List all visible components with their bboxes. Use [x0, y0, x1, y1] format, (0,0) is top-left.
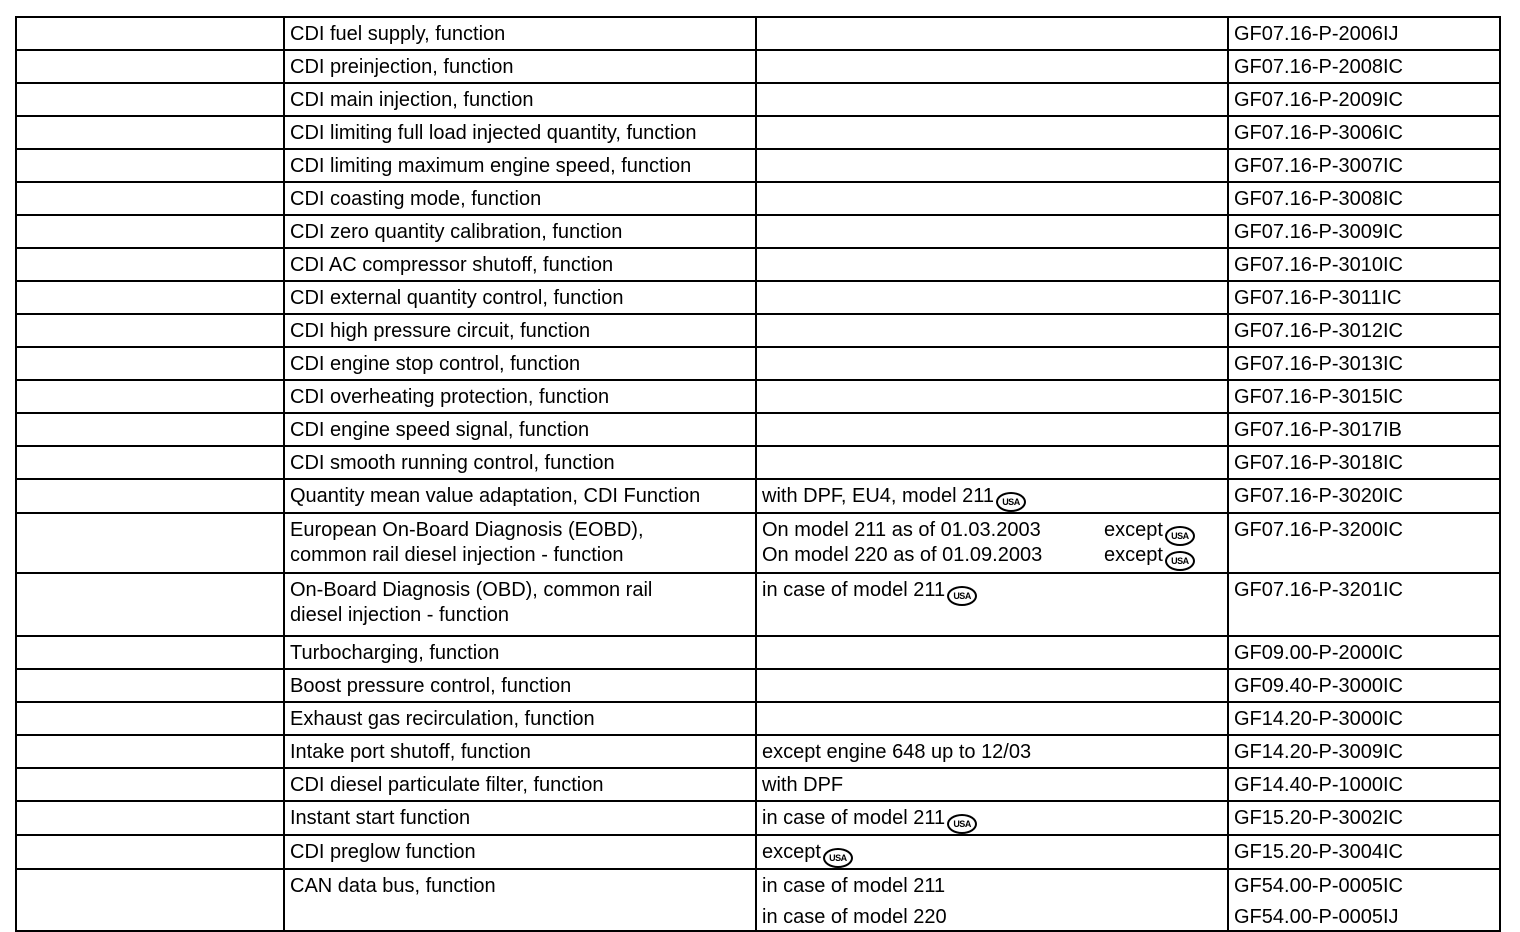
table-row — [16, 380, 1500, 413]
document-number-cell — [1228, 347, 1500, 380]
empty-cell — [16, 869, 284, 931]
empty-cell — [16, 768, 284, 801]
document-number: GF07.16-P-3006IC — [1234, 122, 1403, 144]
function-title: CDI smooth running control, function — [290, 452, 615, 474]
empty-cell — [16, 702, 284, 735]
document-number: GF07.16-P-3200IC — [1234, 519, 1403, 541]
function-title-cell — [284, 380, 756, 413]
document-number-cell — [1228, 735, 1500, 768]
function-title-cell — [284, 281, 756, 314]
document-number: GF07.16-P-3008IC — [1234, 188, 1403, 210]
document-number: GF14.20-P-3000IC — [1234, 708, 1403, 730]
table-body — [16, 17, 1500, 931]
empty-cell — [16, 314, 284, 347]
condition-cell — [756, 149, 1228, 182]
usa-badge-icon: USA — [947, 586, 977, 606]
condition-line — [762, 905, 1222, 930]
condition-line — [762, 773, 1222, 798]
document-number: GF07.16-P-3011IC — [1234, 287, 1402, 309]
condition-cell — [756, 347, 1228, 380]
except-label — [1104, 518, 1195, 546]
condition-line — [762, 740, 1222, 765]
condition-cell — [756, 182, 1228, 215]
empty-cell — [16, 413, 284, 446]
condition-cell — [756, 702, 1228, 735]
table-row — [16, 513, 1500, 573]
condition-cell — [756, 801, 1228, 835]
table-row — [16, 149, 1500, 182]
function-title: Intake port shutoff, function — [290, 741, 531, 763]
function-title: CDI overheating protection, function — [290, 386, 610, 408]
condition-text: with DPF — [762, 774, 844, 796]
condition-line — [762, 874, 1222, 899]
condition-cell — [756, 281, 1228, 314]
function-reference-table — [15, 16, 1501, 932]
condition-cell — [756, 835, 1228, 869]
table-row — [16, 636, 1500, 669]
condition-text: in case of model 211 — [762, 875, 946, 897]
document-number-cell — [1228, 182, 1500, 215]
table-row — [16, 801, 1500, 835]
empty-cell — [16, 215, 284, 248]
function-title-cell — [284, 182, 756, 215]
document-number-cell — [1228, 116, 1500, 149]
function-title: Exhaust gas recirculation, function — [290, 708, 595, 730]
table-row — [16, 869, 1500, 931]
empty-cell — [16, 116, 284, 149]
function-title: CDI limiting maximum engine speed, function — [290, 155, 692, 177]
function-title-cell — [284, 347, 756, 380]
document-number: GF09.00-P-2000IC — [1234, 642, 1403, 664]
function-title-cell — [284, 768, 756, 801]
function-title: CDI limiting full load injected quantity, function — [290, 122, 697, 144]
function-title-cell — [284, 17, 756, 50]
function-title: CDI preinjection, function — [290, 56, 514, 78]
condition-cell — [756, 669, 1228, 702]
document-number-cell — [1228, 413, 1500, 446]
condition-cell — [756, 479, 1228, 513]
condition-line — [762, 578, 1222, 606]
empty-cell — [16, 83, 284, 116]
function-title: CDI external quantity control, function — [290, 287, 624, 309]
table-row — [16, 479, 1500, 513]
function-title: CDI preglow function — [290, 841, 476, 863]
condition-cell — [756, 735, 1228, 768]
document-number: GF07.16-P-3013IC — [1234, 353, 1403, 375]
function-title-cell — [284, 702, 756, 735]
function-title-cell — [284, 869, 756, 931]
usa-badge-icon: USA — [947, 814, 977, 834]
function-title: Turbocharging, function — [290, 642, 500, 664]
function-title-cell — [284, 83, 756, 116]
table-row — [16, 835, 1500, 869]
usa-badge-icon: USA — [1165, 551, 1195, 571]
document-number-cell — [1228, 636, 1500, 669]
function-title: CDI coasting mode, function — [290, 188, 542, 210]
function-title: CDI engine stop control, function — [290, 353, 581, 375]
table-row — [16, 17, 1500, 50]
function-title: CDI fuel supply, function — [290, 23, 506, 45]
table-row — [16, 182, 1500, 215]
function-title-cell — [284, 835, 756, 869]
document-number: GF07.16-P-2009IC — [1234, 89, 1403, 111]
condition-cell — [756, 50, 1228, 83]
function-title: CDI AC compressor shutoff, function — [290, 254, 614, 276]
table-row — [16, 50, 1500, 83]
document-number: GF07.16-P-3009IC — [1234, 221, 1403, 243]
condition-line — [762, 543, 1222, 568]
document-number-cell — [1228, 513, 1500, 573]
function-title: On-Board Diagnosis (OBD), common rail — [290, 579, 653, 601]
function-title: Quantity mean value adaptation, CDI Function — [290, 485, 701, 507]
function-title: CDI main injection, function — [290, 89, 534, 111]
document-number: GF07.16-P-2008IC — [1234, 56, 1403, 78]
function-title-cell — [284, 215, 756, 248]
document-number: GF07.16-P-2006IJ — [1234, 23, 1399, 45]
document-number-cell — [1228, 768, 1500, 801]
document-number-cell — [1228, 215, 1500, 248]
table-row — [16, 669, 1500, 702]
document-number: GF15.20-P-3002IC — [1234, 807, 1403, 829]
function-title-cell — [284, 573, 756, 636]
condition-cell — [756, 248, 1228, 281]
empty-cell — [16, 446, 284, 479]
document-number-cell — [1228, 281, 1500, 314]
condition-text: with DPF, EU4, model 211 — [762, 485, 994, 507]
condition-text: On model 220 as of 01.09.2003 — [762, 544, 1043, 566]
function-title: CDI diesel particulate filter, function — [290, 774, 604, 796]
document-number-cell — [1228, 17, 1500, 50]
document-number-cell — [1228, 869, 1500, 931]
condition-line — [762, 518, 1222, 543]
document-number-cell — [1228, 573, 1500, 636]
except-label — [1104, 543, 1195, 571]
function-title-cell — [284, 314, 756, 347]
condition-text: except — [762, 841, 821, 863]
condition-cell — [756, 768, 1228, 801]
table-row — [16, 768, 1500, 801]
empty-cell — [16, 182, 284, 215]
document-number-cell — [1228, 149, 1500, 182]
table-row — [16, 314, 1500, 347]
function-title: CDI high pressure circuit, function — [290, 320, 591, 342]
document-number-cell — [1228, 835, 1500, 869]
condition-text: in case of model 220 — [762, 906, 947, 928]
empty-cell — [16, 479, 284, 513]
function-title-cell — [284, 801, 756, 835]
condition-cell — [756, 380, 1228, 413]
condition-text: in case of model 211 — [762, 579, 946, 601]
document-number: GF07.16-P-3020IC — [1234, 485, 1403, 507]
function-title-cell — [284, 50, 756, 83]
document-number-cell — [1228, 314, 1500, 347]
condition-cell — [756, 17, 1228, 50]
condition-cell — [756, 446, 1228, 479]
empty-cell — [16, 573, 284, 636]
empty-cell — [16, 17, 284, 50]
condition-text: in case of model 211 — [762, 807, 946, 829]
document-number-cell — [1228, 702, 1500, 735]
empty-cell — [16, 513, 284, 573]
condition-cell — [756, 215, 1228, 248]
empty-cell — [16, 50, 284, 83]
document-number-cell — [1228, 669, 1500, 702]
document-number: GF14.20-P-3009IC — [1234, 741, 1403, 763]
table-row — [16, 215, 1500, 248]
function-title-cell — [284, 735, 756, 768]
document-number-cell — [1228, 801, 1500, 835]
function-title-cell — [284, 149, 756, 182]
function-title: CDI engine speed signal, function — [290, 419, 590, 441]
function-title: diesel injection - function — [290, 604, 510, 626]
document-number-cell — [1228, 83, 1500, 116]
function-title-cell — [284, 513, 756, 573]
condition-cell — [756, 314, 1228, 347]
condition-text: On model 211 as of 01.03.2003 — [762, 519, 1041, 541]
document-number-cell — [1228, 479, 1500, 513]
function-title-cell — [284, 479, 756, 513]
empty-cell — [16, 735, 284, 768]
empty-cell — [16, 248, 284, 281]
empty-cell — [16, 636, 284, 669]
table-row — [16, 347, 1500, 380]
document-number: GF15.20-P-3004IC — [1234, 841, 1403, 863]
document-number: GF54.00-P-0005IJ — [1234, 906, 1399, 928]
condition-cell — [756, 83, 1228, 116]
condition-cell — [756, 116, 1228, 149]
function-title: European On-Board Diagnosis (EOBD), — [290, 519, 644, 541]
table-row — [16, 83, 1500, 116]
usa-badge-icon: USA — [1165, 526, 1195, 546]
document-number: GF14.40-P-1000IC — [1234, 774, 1403, 796]
empty-cell — [16, 149, 284, 182]
condition-cell — [756, 636, 1228, 669]
empty-cell — [16, 669, 284, 702]
document-number-cell — [1228, 248, 1500, 281]
table-row — [16, 248, 1500, 281]
empty-cell — [16, 380, 284, 413]
function-title-cell — [284, 413, 756, 446]
condition-text: except engine 648 up to 12/03 — [762, 741, 1032, 763]
document-number: GF07.16-P-3017IB — [1234, 419, 1402, 441]
empty-cell — [16, 801, 284, 835]
except-text: except — [1104, 519, 1163, 541]
function-title-cell — [284, 446, 756, 479]
document-number: GF07.16-P-3201IC — [1234, 579, 1403, 601]
empty-cell — [16, 835, 284, 869]
condition-line — [762, 840, 1222, 868]
condition-line — [762, 484, 1222, 512]
function-title-cell — [284, 669, 756, 702]
table-row — [16, 116, 1500, 149]
function-title: Boost pressure control, function — [290, 675, 572, 697]
document-number: GF07.16-P-3018IC — [1234, 452, 1403, 474]
document-number: GF07.16-P-3010IC — [1234, 254, 1403, 276]
function-title: common rail diesel injection - function — [290, 544, 624, 566]
condition-cell — [756, 573, 1228, 636]
function-title: CAN data bus, function — [290, 875, 496, 897]
usa-badge-icon: USA — [823, 848, 853, 868]
document-number-cell — [1228, 50, 1500, 83]
function-title: CDI zero quantity calibration, function — [290, 221, 623, 243]
document-number: GF07.16-P-3012IC — [1234, 320, 1403, 342]
condition-line — [762, 806, 1222, 834]
document-number-cell — [1228, 446, 1500, 479]
empty-cell — [16, 281, 284, 314]
function-title: Instant start function — [290, 807, 471, 829]
document-number: GF07.16-P-3015IC — [1234, 386, 1403, 408]
table-row — [16, 702, 1500, 735]
except-text: except — [1104, 544, 1163, 566]
condition-cell — [756, 513, 1228, 573]
usa-badge-icon: USA — [996, 492, 1026, 512]
function-title-cell — [284, 116, 756, 149]
table-row — [16, 413, 1500, 446]
document-number: GF07.16-P-3007IC — [1234, 155, 1403, 177]
function-title-cell — [284, 248, 756, 281]
table-row — [16, 281, 1500, 314]
table-row — [16, 735, 1500, 768]
table-row — [16, 446, 1500, 479]
function-title-cell — [284, 636, 756, 669]
empty-cell — [16, 347, 284, 380]
document-number: GF54.00-P-0005IC — [1234, 875, 1403, 897]
condition-cell — [756, 869, 1228, 931]
table-row — [16, 573, 1500, 636]
document-number: GF09.40-P-3000IC — [1234, 675, 1403, 697]
document-number-cell — [1228, 380, 1500, 413]
condition-cell — [756, 413, 1228, 446]
